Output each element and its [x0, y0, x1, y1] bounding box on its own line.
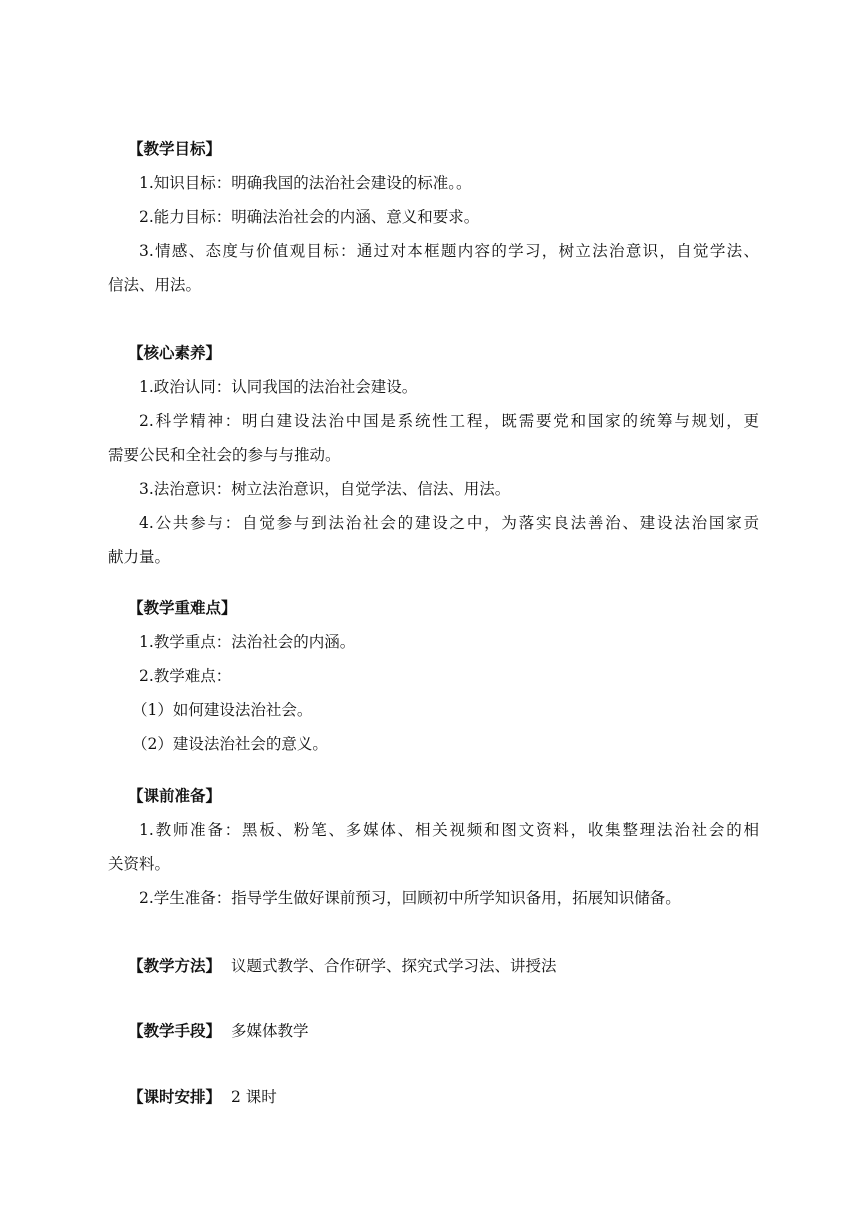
objective-item-2: 2.能力目标：明确法治社会的内涵、意义和要求。 — [139, 208, 480, 226]
section-heading-objectives: 【教学目标】 — [128, 140, 222, 158]
section-heading-literacy: 【核心素养】 — [128, 344, 222, 362]
section-heading-key-points: 【教学重难点】 — [128, 599, 237, 617]
literacy-item-4-cont: 献力量。 — [108, 548, 171, 566]
schedule-value: 2 课时 — [231, 1088, 277, 1106]
section-heading-methods — [128, 956, 557, 976]
key-point-item-1: 1.教学重点：法治社会的内涵。 — [139, 633, 356, 651]
means-value: 多媒体教学 — [231, 1022, 309, 1040]
key-point-item-2: 2.教学难点： — [139, 667, 232, 685]
objective-item-3-cont: 信法、用法。 — [108, 276, 202, 294]
schedule-heading-label: 【课时安排】 — [128, 1088, 222, 1106]
literacy-item-2-cont: 需要公民和全社会的参与与推动。 — [108, 446, 341, 464]
key-point-subitem-1: （1）如何建设法治社会。 — [132, 701, 313, 719]
preparation-item-2: 2.学生准备：指导学生做好课前预习，回顾初中所学知识备用，拓展知识储备。 — [139, 889, 681, 907]
preparation-item-1: 1.教师准备：黑板、粉笔、多媒体、相关视频和图文资料，收集整理法治社会的相 — [139, 821, 759, 839]
literacy-item-1: 1.政治认同：认同我国的法治社会建设。 — [139, 378, 418, 396]
means-heading-label: 【教学手段】 — [128, 1022, 222, 1040]
key-point-subitem-2: （2）建设法治社会的意义。 — [132, 735, 328, 753]
section-heading-preparation: 【课前准备】 — [128, 787, 222, 805]
literacy-item-4: 4.公共参与：自觉参与到法治社会的建设之中，为落实良法善治、建设法治国家贡 — [139, 514, 759, 532]
preparation-item-1-cont: 关资料。 — [108, 855, 171, 873]
methods-heading-label: 【教学方法】 — [128, 957, 222, 975]
section-heading-schedule — [128, 1087, 277, 1107]
objective-item-1: 1.知识目标：明确我国的法治社会建设的标准。。 — [139, 174, 472, 192]
literacy-item-3: 3.法治意识：树立法治意识，自觉学法、信法、用法。 — [139, 480, 511, 498]
methods-value: 议题式教学、合作研学、探究式学习法、讲授法 — [231, 957, 557, 975]
literacy-item-2: 2.科学精神：明白建设法治中国是系统性工程，既需要党和国家的统筹与规划，更 — [139, 412, 759, 430]
section-heading-means — [128, 1021, 309, 1041]
objective-item-3: 3.情感、态度与价值观目标：通过对本框题内容的学习，树立法治意识，自觉学法、 — [139, 242, 759, 260]
